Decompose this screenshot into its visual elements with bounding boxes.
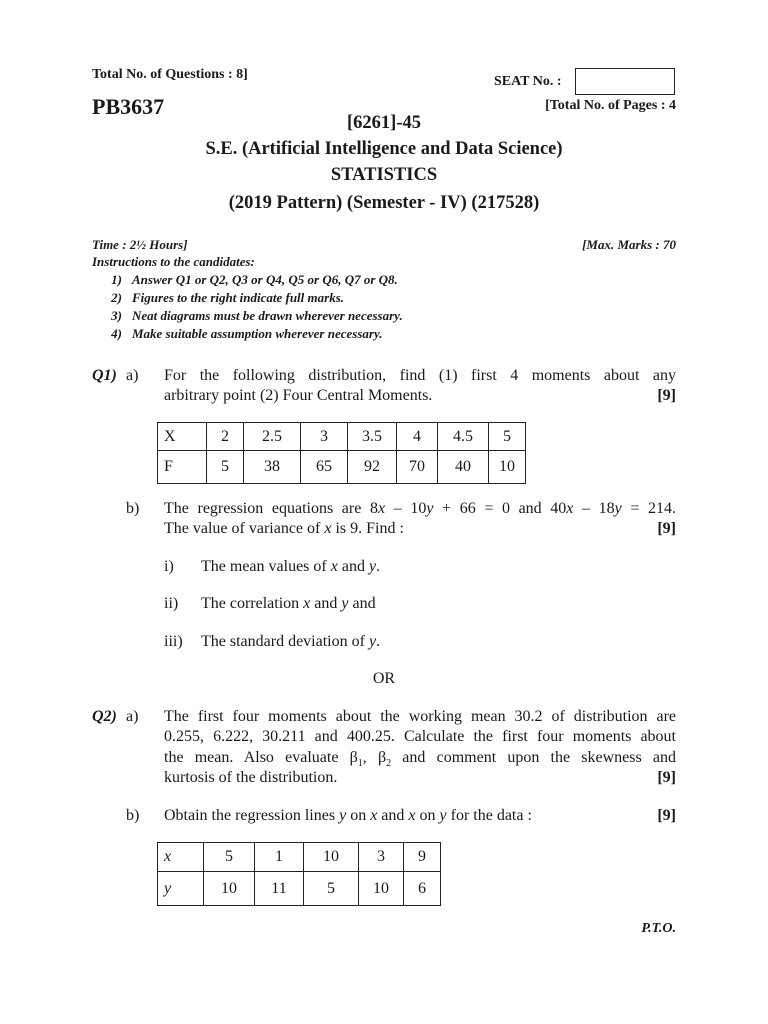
table-cell: 9 <box>404 843 441 872</box>
table-cell: 92 <box>348 451 397 484</box>
table-cell: x <box>158 843 204 872</box>
q2a-part: a) <box>126 708 139 725</box>
max-marks: [Max. Marks : 70 <box>582 237 676 252</box>
table-cell: 40 <box>438 451 489 484</box>
course-title: S.E. (Artificial Intelligence and Data Science) <box>205 139 563 159</box>
instruction-item: 2) Figures to the right indicate full marks. <box>111 290 345 305</box>
q1b-line2-row <box>164 519 676 539</box>
q1b-item: The mean values of x and y. <box>201 558 381 575</box>
table-row <box>158 843 441 872</box>
pattern-title: (2019 Pattern) (Semester - IV) (217528) <box>228 193 540 213</box>
subject-title: STATISTICS <box>330 165 438 185</box>
q1b-part: b) <box>126 500 140 517</box>
table-cell: 4 <box>397 423 438 451</box>
q2b-line-row <box>164 806 676 826</box>
instruction-item: 3) Neat diagrams must be drawn wherever necessary. <box>111 308 403 323</box>
q2b-data-table <box>157 842 441 906</box>
table-cell: 10 <box>359 872 404 906</box>
table-cell: 2 <box>207 423 244 451</box>
table-cell: 10 <box>304 843 359 872</box>
table-cell: 3 <box>359 843 404 872</box>
table-cell: F <box>158 451 207 484</box>
q1a-part: a) <box>126 367 139 384</box>
table-cell: 70 <box>397 451 438 484</box>
q2b-marks: [9] <box>657 807 676 824</box>
total-pages: [Total No. of Pages : 4 <box>545 98 676 113</box>
table-cell: y <box>158 872 204 906</box>
q1b-line2: The value of variance of x is 9. Find : <box>164 520 404 537</box>
or-separator: OR <box>372 670 396 687</box>
table-row <box>158 451 526 484</box>
table-row <box>158 423 526 451</box>
q1b-marks: [9] <box>657 520 676 537</box>
paper-code: PB3637 <box>92 94 165 119</box>
table-cell: 3 <box>301 423 348 451</box>
q2a-line4: kurtosis of the distribution. <box>164 769 338 786</box>
table-cell: 5 <box>489 423 526 451</box>
instruction-item: 4) Make suitable assumption wherever necessary. <box>111 326 383 341</box>
q2b-part: b) <box>126 807 140 824</box>
q1a-marks: [9] <box>657 387 676 404</box>
table-cell: 3.5 <box>348 423 397 451</box>
q1a-distribution-table <box>157 422 526 484</box>
time-allowed: Time : 2½ Hours] <box>92 237 188 252</box>
exam-code: [6261]-45 <box>347 113 421 133</box>
table-cell: 2.5 <box>244 423 301 451</box>
table-cell: 1 <box>255 843 304 872</box>
table-cell: 5 <box>204 843 255 872</box>
table-cell: 10 <box>204 872 255 906</box>
instructions-heading: Instructions to the candidates: <box>92 254 255 269</box>
q2a-line1: The first four moments about the working mean 30.2 of distribution are <box>164 708 676 725</box>
q2a-line4-row <box>164 768 676 788</box>
q2b-line: Obtain the regression lines y on x and x on y for the data : <box>164 807 532 824</box>
q1a-line1: For the following distribution, find (1) first 4 moments about any <box>164 367 676 384</box>
table-cell: 65 <box>301 451 348 484</box>
instruction-item: 1) Answer Q1 or Q2, Q3 or Q4, Q5 or Q6, Q7 or Q8. <box>111 272 398 287</box>
seat-label: SEAT No. : <box>494 74 562 89</box>
q1b-item: The correlation x and y and <box>201 595 376 612</box>
q1b-item: The standard deviation of y. <box>201 633 381 650</box>
q1a-line2-row <box>164 386 676 406</box>
q1b-line1: The regression equations are 8x – 10y + 66 = 0 and 40x – 18y = 214. <box>164 500 677 517</box>
q1-label: Q1) <box>92 367 117 384</box>
table-cell: X <box>158 423 207 451</box>
table-cell: 4.5 <box>438 423 489 451</box>
table-cell: 10 <box>489 451 526 484</box>
table-cell: 6 <box>404 872 441 906</box>
q1a-line2: arbitrary point (2) Four Central Moments. <box>164 387 433 404</box>
q2a-line2: 0.255, 6.222, 30.211 and 400.25. Calculate the first four moments about <box>164 728 676 745</box>
q1b-item-num: ii) <box>164 595 179 612</box>
q2a-line3: the mean. Also evaluate $\beta_1$, $\beta_2$ and comment upon the skewness and <box>164 749 677 770</box>
q2a-marks: [9] <box>657 769 676 786</box>
table-row <box>158 872 441 906</box>
q1b-item-num: i) <box>164 558 174 575</box>
table-cell: 5 <box>304 872 359 906</box>
table-cell: 11 <box>255 872 304 906</box>
q1b-item-num: iii) <box>164 633 183 650</box>
total-questions: Total No. of Questions : 8] <box>92 67 248 82</box>
table-cell: 5 <box>207 451 244 484</box>
pto-footer: P.T.O. <box>641 921 676 936</box>
seat-number-box <box>575 68 675 95</box>
q2-label: Q2) <box>92 708 117 725</box>
table-cell: 38 <box>244 451 301 484</box>
